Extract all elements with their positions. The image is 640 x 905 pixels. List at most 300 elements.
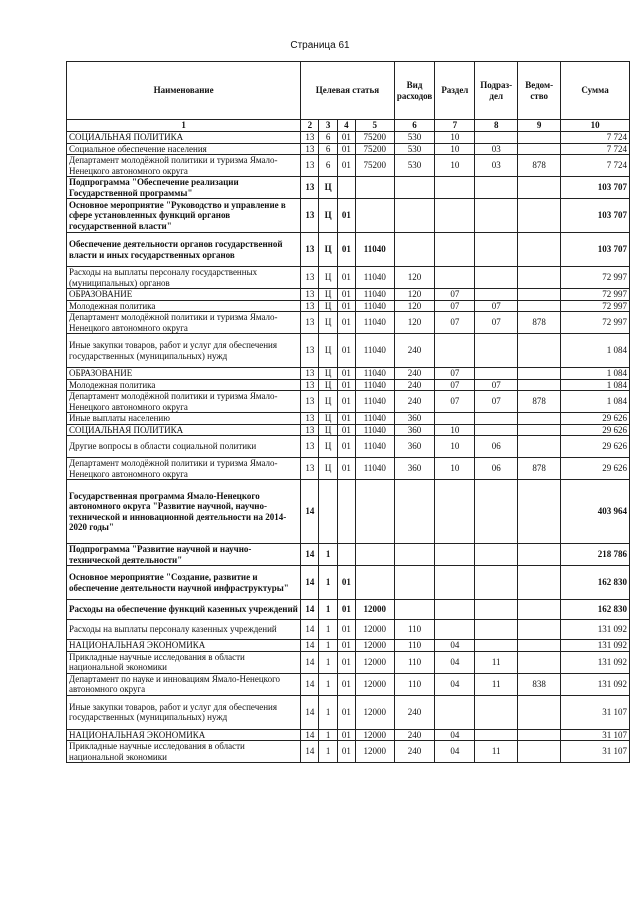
row-name: Расходы на выплаты персоналу казенных учреждений (67, 620, 301, 640)
row-code-c7 (435, 233, 475, 267)
row-code-c9 (518, 424, 561, 436)
row-amount: 29 626 (561, 413, 630, 425)
row-code-c7 (435, 480, 475, 544)
row-code-c8: 11 (475, 673, 518, 695)
row-code-c2: 14 (301, 566, 319, 600)
row-code-c4 (337, 177, 355, 199)
row-code-c8 (475, 566, 518, 600)
row-code-c8: 03 (475, 143, 518, 155)
table-row (67, 741, 630, 763)
row-code-c9 (518, 651, 561, 673)
row-code-c4: 01 (337, 132, 355, 144)
row-code-c2: 13 (301, 155, 319, 177)
row-code-c2: 13 (301, 458, 319, 480)
row-code-c5: 12000 (355, 600, 394, 620)
row-code-c9 (518, 436, 561, 458)
row-code-c7: 04 (435, 651, 475, 673)
row-code-c5 (355, 177, 394, 199)
row-code-c9: 878 (518, 312, 561, 334)
row-code-c7: 04 (435, 741, 475, 763)
row-code-c5: 12000 (355, 673, 394, 695)
row-code-c7: 04 (435, 729, 475, 741)
row-code-c5: 12000 (355, 695, 394, 729)
row-name: Обеспечение деятельности органов государственной власти и иных государственных органов (67, 233, 301, 267)
row-code-c3: Ц (319, 177, 337, 199)
table-row (67, 177, 630, 199)
row-code-c8: 07 (475, 391, 518, 413)
row-name: Основное мероприятие "Создание, развитие и обеспечение деятельности научной инфраструктуры" (67, 566, 301, 600)
row-code-c5: 11040 (355, 267, 394, 289)
row-code-c2: 14 (301, 640, 319, 652)
row-code-c3: Ц (319, 199, 337, 233)
row-amount: 103 707 (561, 233, 630, 267)
header-target-article: Целевая статья (301, 62, 394, 120)
table-row (67, 233, 630, 267)
column-number: 7 (435, 120, 475, 132)
row-code-c3: Ц (319, 413, 337, 425)
table-row (67, 267, 630, 289)
row-code-c9 (518, 729, 561, 741)
row-name: ОБРАЗОВАНИЕ (67, 289, 301, 301)
row-code-c9 (518, 300, 561, 312)
row-code-c5: 12000 (355, 640, 394, 652)
row-code-c3: 1 (319, 729, 337, 741)
row-code-c8 (475, 620, 518, 640)
row-code-c3 (319, 480, 337, 544)
row-code-c4: 01 (337, 458, 355, 480)
row-name: СОЦИАЛЬНАЯ ПОЛИТИКА (67, 132, 301, 144)
row-name: Департамент молодёжной политики и туризма Ямало-Ненецкого автономного округа (67, 312, 301, 334)
row-code-c4: 01 (337, 651, 355, 673)
table-row (67, 379, 630, 391)
row-amount: 29 626 (561, 424, 630, 436)
row-name: Департамент по науке и инновациям Ямало-Ненецкого автономного округа (67, 673, 301, 695)
row-code-c2: 14 (301, 480, 319, 544)
row-amount: 29 626 (561, 458, 630, 480)
row-code-c8: 11 (475, 651, 518, 673)
row-name: Другие вопросы в области социальной политики (67, 436, 301, 458)
column-number: 4 (337, 120, 355, 132)
row-code-c4: 01 (337, 566, 355, 600)
row-code-c6: 240 (394, 695, 435, 729)
row-amount: 1 084 (561, 334, 630, 368)
row-code-c4: 01 (337, 640, 355, 652)
row-code-c7: 07 (435, 391, 475, 413)
row-code-c2: 13 (301, 424, 319, 436)
row-code-c6: 240 (394, 334, 435, 368)
row-code-c4: 01 (337, 289, 355, 301)
table-row (67, 620, 630, 640)
row-code-c8: 03 (475, 155, 518, 177)
row-code-c6: 240 (394, 379, 435, 391)
row-name: ОБРАЗОВАНИЕ (67, 368, 301, 380)
row-code-c2: 14 (301, 544, 319, 566)
row-code-c4: 01 (337, 143, 355, 155)
row-code-c2: 13 (301, 379, 319, 391)
row-amount: 31 107 (561, 729, 630, 741)
row-code-c3: Ц (319, 233, 337, 267)
row-code-c4: 01 (337, 413, 355, 425)
row-code-c3: 1 (319, 566, 337, 600)
row-code-c6: 360 (394, 436, 435, 458)
row-code-c9 (518, 566, 561, 600)
row-code-c9: 878 (518, 155, 561, 177)
row-code-c4: 01 (337, 155, 355, 177)
row-amount: 131 092 (561, 651, 630, 673)
row-code-c6 (394, 480, 435, 544)
row-code-c7 (435, 267, 475, 289)
row-code-c8 (475, 544, 518, 566)
row-code-c5: 11040 (355, 379, 394, 391)
row-amount: 31 107 (561, 695, 630, 729)
table-row (67, 729, 630, 741)
row-code-c3: 1 (319, 741, 337, 763)
row-code-c5: 11040 (355, 391, 394, 413)
row-code-c2: 13 (301, 177, 319, 199)
row-code-c2: 13 (301, 267, 319, 289)
row-name: Департамент молодёжной политики и туризма Ямало-Ненецкого автономного округа (67, 458, 301, 480)
table-row (67, 640, 630, 652)
row-code-c8 (475, 424, 518, 436)
row-code-c3: 1 (319, 695, 337, 729)
header-expense-type: Вид расходов (394, 62, 435, 120)
row-code-c4: 01 (337, 199, 355, 233)
row-code-c5: 11040 (355, 312, 394, 334)
row-code-c7 (435, 413, 475, 425)
row-code-c9 (518, 334, 561, 368)
row-code-c3: 1 (319, 640, 337, 652)
row-code-c8: 06 (475, 436, 518, 458)
row-code-c9 (518, 199, 561, 233)
row-code-c9 (518, 267, 561, 289)
row-amount: 1 084 (561, 391, 630, 413)
row-code-c7: 04 (435, 673, 475, 695)
row-code-c5: 12000 (355, 620, 394, 640)
row-code-c9 (518, 289, 561, 301)
row-code-c8 (475, 600, 518, 620)
column-number: 6 (394, 120, 435, 132)
row-code-c2: 13 (301, 132, 319, 144)
row-amount: 72 997 (561, 312, 630, 334)
row-code-c2: 13 (301, 391, 319, 413)
row-amount: 218 786 (561, 544, 630, 566)
row-name: Иные выплаты населению (67, 413, 301, 425)
row-code-c3: Ц (319, 458, 337, 480)
row-code-c5: 11040 (355, 413, 394, 425)
row-code-c3: 1 (319, 544, 337, 566)
row-code-c8: 11 (475, 741, 518, 763)
row-code-c4: 01 (337, 600, 355, 620)
row-name: НАЦИОНАЛЬНАЯ ЭКОНОМИКА (67, 640, 301, 652)
row-code-c4: 01 (337, 695, 355, 729)
row-code-c7 (435, 620, 475, 640)
row-code-c4: 01 (337, 424, 355, 436)
row-code-c3: Ц (319, 368, 337, 380)
row-code-c7: 04 (435, 640, 475, 652)
row-code-c7 (435, 566, 475, 600)
row-code-c6: 530 (394, 132, 435, 144)
row-code-c2: 13 (301, 300, 319, 312)
row-code-c9 (518, 600, 561, 620)
table-row (67, 480, 630, 544)
row-code-c7: 10 (435, 132, 475, 144)
row-code-c4: 01 (337, 673, 355, 695)
row-code-c5 (355, 480, 394, 544)
table-row (67, 155, 630, 177)
row-code-c6: 360 (394, 458, 435, 480)
row-code-c7 (435, 334, 475, 368)
row-amount: 72 997 (561, 289, 630, 301)
row-code-c6: 360 (394, 413, 435, 425)
row-code-c8 (475, 334, 518, 368)
row-code-c6 (394, 566, 435, 600)
row-code-c2: 13 (301, 413, 319, 425)
row-code-c8 (475, 695, 518, 729)
row-code-c6: 530 (394, 143, 435, 155)
row-code-c3: Ц (319, 391, 337, 413)
row-code-c8 (475, 132, 518, 144)
row-code-c5 (355, 566, 394, 600)
row-code-c2: 13 (301, 233, 319, 267)
table-row (67, 143, 630, 155)
row-name: Департамент молодёжной политики и туризма Ямало-Ненецкого автономного округа (67, 155, 301, 177)
row-code-c8 (475, 729, 518, 741)
row-code-c6: 120 (394, 300, 435, 312)
row-code-c8 (475, 289, 518, 301)
row-code-c3: Ц (319, 379, 337, 391)
row-name: НАЦИОНАЛЬНАЯ ЭКОНОМИКА (67, 729, 301, 741)
row-code-c5: 75200 (355, 132, 394, 144)
row-code-c3: Ц (319, 312, 337, 334)
row-code-c9 (518, 480, 561, 544)
row-code-c5: 11040 (355, 300, 394, 312)
row-code-c8: 07 (475, 312, 518, 334)
row-code-c3: Ц (319, 267, 337, 289)
row-code-c5: 11040 (355, 436, 394, 458)
row-code-c3: 1 (319, 620, 337, 640)
row-code-c6: 110 (394, 673, 435, 695)
row-code-c4: 01 (337, 233, 355, 267)
row-code-c5: 11040 (355, 334, 394, 368)
column-number: 5 (355, 120, 394, 132)
row-code-c6: 120 (394, 267, 435, 289)
row-name: Молодежная политика (67, 379, 301, 391)
row-code-c3: 1 (319, 600, 337, 620)
row-name: Прикладные научные исследования в области национальной экономики (67, 651, 301, 673)
row-code-c5: 12000 (355, 651, 394, 673)
row-amount: 103 707 (561, 199, 630, 233)
row-amount: 131 092 (561, 640, 630, 652)
row-code-c6: 110 (394, 651, 435, 673)
row-code-c4 (337, 544, 355, 566)
table-row (67, 424, 630, 436)
row-code-c3: 6 (319, 155, 337, 177)
row-code-c7: 10 (435, 458, 475, 480)
row-code-c8 (475, 267, 518, 289)
row-amount: 103 707 (561, 177, 630, 199)
row-code-c6 (394, 600, 435, 620)
row-name: Социальное обеспечение населения (67, 143, 301, 155)
row-code-c6: 240 (394, 368, 435, 380)
row-code-c2: 13 (301, 368, 319, 380)
row-code-c9 (518, 544, 561, 566)
row-code-c7 (435, 199, 475, 233)
row-code-c7: 07 (435, 368, 475, 380)
row-amount: 72 997 (561, 267, 630, 289)
row-name: Расходы на обеспечение функций казенных учреждений (67, 600, 301, 620)
row-code-c6: 530 (394, 155, 435, 177)
table-row (67, 132, 630, 144)
row-code-c6 (394, 233, 435, 267)
row-name: Расходы на выплаты персоналу государственных (муниципальных) органов (67, 267, 301, 289)
row-name: СОЦИАЛЬНАЯ ПОЛИТИКА (67, 424, 301, 436)
row-amount: 1 084 (561, 368, 630, 380)
row-code-c7: 10 (435, 155, 475, 177)
table-row (67, 199, 630, 233)
table-row (67, 458, 630, 480)
row-name: Иные закупки товаров, работ и услуг для обеспечения государственных (муниципальных) нужд (67, 695, 301, 729)
row-code-c8: 07 (475, 379, 518, 391)
row-code-c7 (435, 177, 475, 199)
row-code-c6: 240 (394, 741, 435, 763)
row-code-c6: 120 (394, 289, 435, 301)
row-code-c9: 838 (518, 673, 561, 695)
row-code-c2: 14 (301, 729, 319, 741)
row-code-c6: 110 (394, 620, 435, 640)
column-number: 3 (319, 120, 337, 132)
row-code-c4: 01 (337, 300, 355, 312)
budget-table (66, 61, 630, 763)
row-code-c5: 75200 (355, 143, 394, 155)
row-code-c9 (518, 177, 561, 199)
row-code-c9: 878 (518, 391, 561, 413)
row-name: Прикладные научные исследования в области национальной экономики (67, 741, 301, 763)
row-code-c9 (518, 640, 561, 652)
row-code-c9 (518, 233, 561, 267)
row-amount: 162 830 (561, 600, 630, 620)
row-name: Подпрограмма "Развитие научной и научно-технической деятельности" (67, 544, 301, 566)
row-amount: 162 830 (561, 566, 630, 600)
table-row (67, 312, 630, 334)
row-amount: 29 626 (561, 436, 630, 458)
row-amount: 403 964 (561, 480, 630, 544)
row-code-c5 (355, 199, 394, 233)
row-amount: 7 724 (561, 132, 630, 144)
row-name: Основное мероприятие "Руководство и управление в сфере установленных функций органов государственной власти" (67, 199, 301, 233)
row-code-c8 (475, 177, 518, 199)
row-name: Молодежная политика (67, 300, 301, 312)
row-code-c7 (435, 600, 475, 620)
row-code-c2: 13 (301, 334, 319, 368)
table-row (67, 651, 630, 673)
column-number: 2 (301, 120, 319, 132)
row-code-c6: 120 (394, 312, 435, 334)
row-code-c5: 11040 (355, 424, 394, 436)
row-code-c7 (435, 544, 475, 566)
column-number: 1 (67, 120, 301, 132)
row-code-c6: 240 (394, 729, 435, 741)
table-row (67, 368, 630, 380)
header-amount: Сумма (561, 62, 630, 120)
header-subsection: Подраз- дел (475, 62, 518, 120)
row-code-c9 (518, 741, 561, 763)
row-code-c9 (518, 143, 561, 155)
page-number: Страница 61 (290, 40, 350, 51)
header-department: Ведом- ство (518, 62, 561, 120)
row-code-c4: 01 (337, 312, 355, 334)
table-row (67, 413, 630, 425)
row-code-c4: 01 (337, 729, 355, 741)
row-code-c2: 13 (301, 143, 319, 155)
header-section: Раздел (435, 62, 475, 120)
row-code-c7: 10 (435, 436, 475, 458)
row-amount: 72 997 (561, 300, 630, 312)
row-code-c7 (435, 695, 475, 729)
row-code-c5: 12000 (355, 729, 394, 741)
row-code-c3: 6 (319, 143, 337, 155)
row-code-c2: 13 (301, 289, 319, 301)
table-row (67, 436, 630, 458)
row-code-c5 (355, 544, 394, 566)
row-code-c8 (475, 199, 518, 233)
row-code-c5: 11040 (355, 233, 394, 267)
column-number: 10 (561, 120, 630, 132)
row-code-c8 (475, 640, 518, 652)
row-code-c5: 11040 (355, 458, 394, 480)
row-code-c8 (475, 413, 518, 425)
row-amount: 1 084 (561, 379, 630, 391)
row-code-c6: 240 (394, 391, 435, 413)
row-code-c4: 01 (337, 391, 355, 413)
row-code-c9 (518, 379, 561, 391)
row-code-c4: 01 (337, 379, 355, 391)
row-code-c2: 14 (301, 673, 319, 695)
row-code-c4: 01 (337, 267, 355, 289)
row-name: Департамент молодёжной политики и туризма Ямало-Ненецкого автономного округа (67, 391, 301, 413)
row-code-c6 (394, 544, 435, 566)
row-code-c7: 10 (435, 143, 475, 155)
row-code-c4: 01 (337, 368, 355, 380)
row-code-c2: 14 (301, 695, 319, 729)
row-code-c6 (394, 199, 435, 233)
table-row (67, 300, 630, 312)
row-code-c4: 01 (337, 436, 355, 458)
row-amount: 131 092 (561, 620, 630, 640)
row-code-c9 (518, 132, 561, 144)
table-header-row (67, 62, 630, 120)
row-code-c9: 878 (518, 458, 561, 480)
row-name: Подпрограмма "Обеспечение реализации Государственной программы" (67, 177, 301, 199)
row-code-c8 (475, 233, 518, 267)
row-code-c9 (518, 368, 561, 380)
column-number-row (67, 120, 630, 132)
row-code-c5: 11040 (355, 289, 394, 301)
row-code-c9 (518, 413, 561, 425)
row-code-c8: 06 (475, 458, 518, 480)
row-code-c7: 07 (435, 289, 475, 301)
row-amount: 7 724 (561, 143, 630, 155)
row-code-c7: 07 (435, 379, 475, 391)
row-amount: 131 092 (561, 673, 630, 695)
row-code-c6: 110 (394, 640, 435, 652)
row-code-c3: 1 (319, 651, 337, 673)
row-code-c2: 14 (301, 651, 319, 673)
row-code-c8 (475, 368, 518, 380)
row-code-c7: 10 (435, 424, 475, 436)
row-amount: 7 724 (561, 155, 630, 177)
row-amount: 31 107 (561, 741, 630, 763)
row-code-c9 (518, 620, 561, 640)
